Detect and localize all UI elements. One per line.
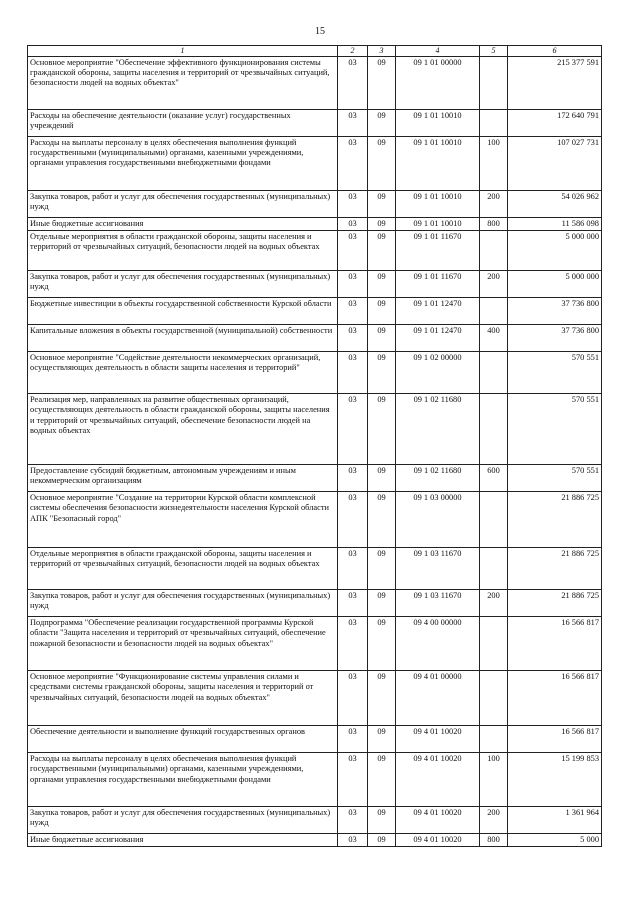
- row-subsection: 09: [368, 617, 396, 671]
- table-row: [28, 136, 602, 190]
- row-amount: 21 886 725: [508, 548, 602, 590]
- row-amount: 5 000 000: [508, 231, 602, 271]
- header-row: [28, 46, 602, 57]
- table-row: [28, 726, 602, 753]
- row-subsection: 09: [368, 726, 396, 753]
- row-expense-type: [480, 726, 508, 753]
- row-amount: 570 551: [508, 352, 602, 394]
- row-name: Предоставление субсидий бюджетным, автономным учреждениям и иным некоммерческим организациям: [28, 465, 338, 492]
- row-target-code: 09 1 01 00000: [396, 56, 480, 109]
- row-section: 03: [338, 394, 368, 465]
- row-name: Закупка товаров, работ и услуг для обеспечения государственных (муниципальных) нужд: [28, 190, 338, 217]
- row-target-code: 09 1 01 10010: [396, 136, 480, 190]
- row-section: 03: [338, 352, 368, 394]
- row-subsection: 09: [368, 298, 396, 325]
- header-col-6: 6: [508, 46, 602, 57]
- table-row: [28, 590, 602, 617]
- row-section: 03: [338, 671, 368, 726]
- row-expense-type: 200: [480, 190, 508, 217]
- row-name: Отдельные мероприятия в области гражданской обороны, защиты населения и территорий от чрезвычайных ситуаций, безопасности людей на водных объектах: [28, 231, 338, 271]
- header-col-2: 2: [338, 46, 368, 57]
- row-amount: 37 736 800: [508, 298, 602, 325]
- row-amount: 37 736 800: [508, 325, 602, 352]
- row-name: Расходы на обеспечение деятельности (оказание услуг) государственных учреждений: [28, 109, 338, 136]
- header-col-4: 4: [396, 46, 480, 57]
- row-expense-type: [480, 671, 508, 726]
- row-expense-type: 600: [480, 465, 508, 492]
- row-target-code: 09 4 01 00000: [396, 671, 480, 726]
- row-expense-type: 800: [480, 217, 508, 230]
- row-expense-type: [480, 109, 508, 136]
- row-section: 03: [338, 56, 368, 109]
- row-subsection: 09: [368, 394, 396, 465]
- row-target-code: 09 1 03 11670: [396, 590, 480, 617]
- row-subsection: 09: [368, 548, 396, 590]
- row-name: Обеспечение деятельности и выполнение функций государственных органов: [28, 726, 338, 753]
- row-target-code: 09 4 01 10020: [396, 834, 480, 847]
- row-target-code: 09 1 01 11670: [396, 271, 480, 298]
- table-row: [28, 271, 602, 298]
- row-expense-type: [480, 352, 508, 394]
- table-row: [28, 807, 602, 834]
- table-row: [28, 109, 602, 136]
- row-name: Расходы на выплаты персоналу в целях обеспечения выполнения функций государственными (муниципальными) органами, казенными учреждениями, органами управления государственными внебюджетными фондами: [28, 136, 338, 190]
- row-subsection: 09: [368, 190, 396, 217]
- row-amount: 570 551: [508, 394, 602, 465]
- row-expense-type: 200: [480, 807, 508, 834]
- row-amount: 16 566 817: [508, 617, 602, 671]
- table-body: [28, 56, 602, 847]
- row-name: Иные бюджетные ассигнования: [28, 834, 338, 847]
- row-name: Расходы на выплаты персоналу в целях обеспечения выполнения функций государственными (муниципальными) органами, казенными учреждениями, органами управления государственными внебюджетными фондами: [28, 753, 338, 807]
- page-number: 15: [315, 26, 325, 37]
- row-section: 03: [338, 590, 368, 617]
- row-section: 03: [338, 217, 368, 230]
- row-target-code: 09 1 02 00000: [396, 352, 480, 394]
- row-expense-type: 200: [480, 590, 508, 617]
- row-subsection: 09: [368, 807, 396, 834]
- header-col-1: 1: [28, 46, 338, 57]
- row-target-code: 09 1 02 11680: [396, 465, 480, 492]
- row-amount: 21 886 725: [508, 492, 602, 548]
- row-subsection: 09: [368, 834, 396, 847]
- row-amount: 11 586 098: [508, 217, 602, 230]
- table-row: [28, 325, 602, 352]
- row-expense-type: 100: [480, 753, 508, 807]
- row-section: 03: [338, 271, 368, 298]
- row-name: Закупка товаров, работ и услуг для обеспечения государственных (муниципальных) нужд: [28, 807, 338, 834]
- row-name: Основное мероприятие "Обеспечение эффективного функционирования системы гражданской обороны, защиты населения и территорий от чрезвычайных ситуаций, безопасности людей на водных объектах": [28, 56, 338, 109]
- row-subsection: 09: [368, 465, 396, 492]
- row-target-code: 09 1 01 12470: [396, 325, 480, 352]
- row-section: 03: [338, 617, 368, 671]
- row-name: Основное мероприятие "Функционирование системы управления силами и средствами системы гражданской обороны, защиты населения и территорий от чрезвычайных ситуаций, безопасности людей на водных объектах": [28, 671, 338, 726]
- row-section: 03: [338, 807, 368, 834]
- row-amount: 1 361 964: [508, 807, 602, 834]
- row-expense-type: [480, 231, 508, 271]
- row-section: 03: [338, 109, 368, 136]
- row-expense-type: 800: [480, 834, 508, 847]
- table-header: [28, 46, 602, 57]
- row-expense-type: 400: [480, 325, 508, 352]
- table-row: [28, 492, 602, 548]
- row-target-code: 09 1 03 00000: [396, 492, 480, 548]
- row-expense-type: [480, 617, 508, 671]
- row-name: Закупка товаров, работ и услуг для обеспечения государственных (муниципальных) нужд: [28, 590, 338, 617]
- row-target-code: 09 1 02 11680: [396, 394, 480, 465]
- row-subsection: 09: [368, 56, 396, 109]
- table-row: [28, 617, 602, 671]
- row-amount: 16 566 817: [508, 726, 602, 753]
- row-target-code: 09 1 01 11670: [396, 231, 480, 271]
- row-section: 03: [338, 465, 368, 492]
- row-target-code: 09 1 01 10010: [396, 109, 480, 136]
- row-expense-type: [480, 548, 508, 590]
- row-name: Капитальные вложения в объекты государственной (муниципальной) собственности: [28, 325, 338, 352]
- row-subsection: 09: [368, 325, 396, 352]
- row-expense-type: [480, 394, 508, 465]
- row-target-code: 09 1 03 11670: [396, 548, 480, 590]
- row-amount: 5 000 000: [508, 271, 602, 298]
- row-amount: 570 551: [508, 465, 602, 492]
- row-section: 03: [338, 190, 368, 217]
- row-name: Закупка товаров, работ и услуг для обеспечения государственных (муниципальных) нужд: [28, 271, 338, 298]
- row-amount: 5 000: [508, 834, 602, 847]
- row-name: Основное мероприятие "Создание на территории Курской области комплексной системы обеспечения безопасности жизнедеятельности населения Курской области АПК "Безопасный город": [28, 492, 338, 548]
- table-row: [28, 352, 602, 394]
- row-name: Отдельные мероприятия в области гражданской обороны, защиты населения и территорий от чрезвычайных ситуаций, безопасности людей на водных объектах: [28, 548, 338, 590]
- row-section: 03: [338, 325, 368, 352]
- row-subsection: 09: [368, 136, 396, 190]
- row-target-code: 09 4 00 00000: [396, 617, 480, 671]
- row-amount: 16 566 817: [508, 671, 602, 726]
- row-expense-type: [480, 298, 508, 325]
- table-row: [28, 298, 602, 325]
- row-target-code: 09 4 01 10020: [396, 726, 480, 753]
- row-amount: 107 027 731: [508, 136, 602, 190]
- row-expense-type: 200: [480, 271, 508, 298]
- row-target-code: 09 4 01 10020: [396, 807, 480, 834]
- table-row: [28, 394, 602, 465]
- row-name: Бюджетные инвестиции в объекты государственной собственности Курской области: [28, 298, 338, 325]
- row-subsection: 09: [368, 231, 396, 271]
- row-name: Иные бюджетные ассигнования: [28, 217, 338, 230]
- row-subsection: 09: [368, 671, 396, 726]
- row-target-code: 09 1 01 10010: [396, 217, 480, 230]
- table-row: [28, 753, 602, 807]
- row-amount: 172 640 791: [508, 109, 602, 136]
- row-target-code: 09 1 01 10010: [396, 190, 480, 217]
- row-name: Подпрограмма "Обеспечение реализации государственной программы Курской области "Защита населения и территорий от чрезвычайных ситуаций, обеспечение пожарной безопасности и безопасности людей на водных объектах": [28, 617, 338, 671]
- header-col-5: 5: [480, 46, 508, 57]
- row-name: Основное мероприятие "Содействие деятельности некоммерческих организаций, осуществляющих деятельность в области защиты населения и территорий": [28, 352, 338, 394]
- row-target-code: 09 1 01 12470: [396, 298, 480, 325]
- header-col-3: 3: [368, 46, 396, 57]
- row-section: 03: [338, 231, 368, 271]
- table-row: [28, 548, 602, 590]
- row-subsection: 09: [368, 109, 396, 136]
- row-subsection: 09: [368, 352, 396, 394]
- table-row: [28, 834, 602, 847]
- row-section: 03: [338, 548, 368, 590]
- row-subsection: 09: [368, 271, 396, 298]
- row-subsection: 09: [368, 590, 396, 617]
- row-section: 03: [338, 834, 368, 847]
- row-expense-type: [480, 492, 508, 548]
- table-row: [28, 217, 602, 230]
- row-amount: 215 377 591: [508, 56, 602, 109]
- row-amount: 54 026 962: [508, 190, 602, 217]
- row-section: 03: [338, 492, 368, 548]
- table-row: [28, 465, 602, 492]
- row-section: 03: [338, 136, 368, 190]
- row-amount: 21 886 725: [508, 590, 602, 617]
- row-subsection: 09: [368, 217, 396, 230]
- row-section: 03: [338, 298, 368, 325]
- row-name: Реализация мер, направленных на развитие общественных организаций, осуществляющих деятельность в области гражданской обороны, защиты населения и территорий от чрезвычайных ситуаций, обеспечение безопасности людей на водных объектах: [28, 394, 338, 465]
- row-expense-type: [480, 56, 508, 109]
- row-subsection: 09: [368, 753, 396, 807]
- row-section: 03: [338, 753, 368, 807]
- budget-table: [27, 45, 602, 847]
- row-amount: 15 199 853: [508, 753, 602, 807]
- table-row: [28, 56, 602, 109]
- table-row: [28, 190, 602, 217]
- row-subsection: 09: [368, 492, 396, 548]
- row-expense-type: 100: [480, 136, 508, 190]
- table-row: [28, 671, 602, 726]
- row-target-code: 09 4 01 10020: [396, 753, 480, 807]
- row-section: 03: [338, 726, 368, 753]
- table-row: [28, 231, 602, 271]
